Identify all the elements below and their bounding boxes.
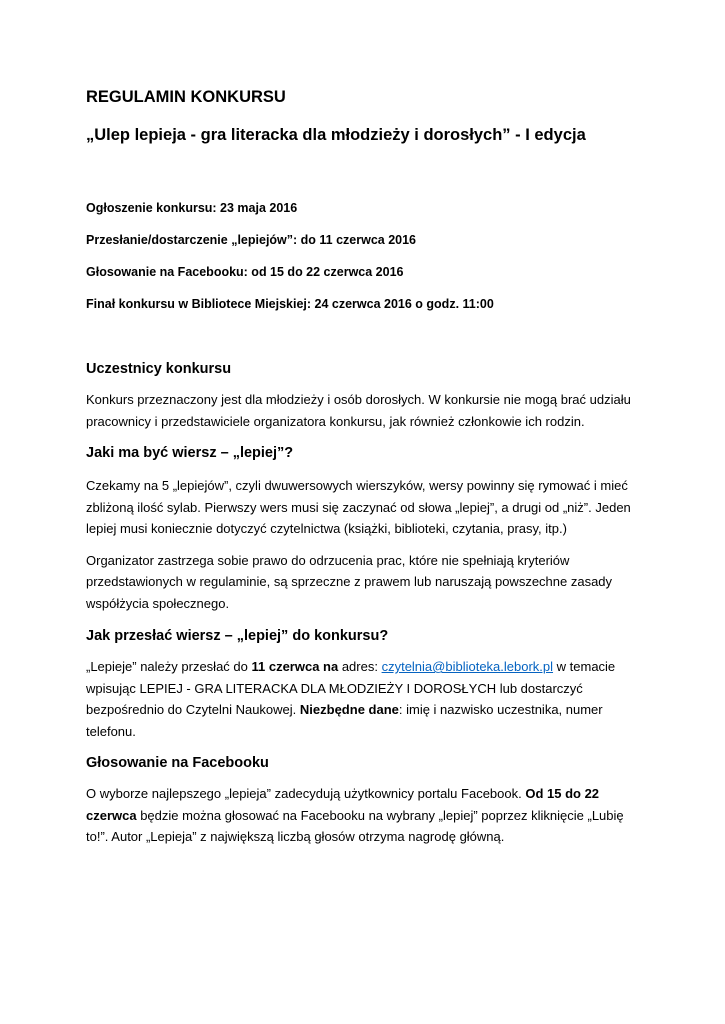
- key-dates: [86, 199, 646, 313]
- voting-text-part-1: O wyborze najlepszego „lepieja” zadecydują użytkownicy portalu Facebook.: [86, 786, 526, 801]
- document-content: [86, 86, 646, 848]
- date-voting: Głosowanie na Facebooku: od 15 do 22 czerwca 2016: [86, 265, 404, 279]
- participants-heading: Uczestnicy konkursu: [86, 361, 232, 377]
- date-final: Finał konkursu w Bibliotece Miejskiej: 24 czerwca 2016 o godz. 11:00: [86, 297, 494, 311]
- poem-text-1: Czekamy na 5 „lepiejów”, czyli dwuwersowych wierszyków, wersy powinny się rymować i mieć zbliżoną ilość sylab. Pierwszy wers musi się zaczynać od słowa „lepiej”, a drugi od „niż”. Jeden lepiej musi koniecznie dotyczyć czytelnictwa (książki, biblioteki, czytania, prasy, itp.): [86, 478, 631, 536]
- email-link[interactable]: czytelnia@biblioteka.lebork.pl: [381, 659, 554, 674]
- poem-heading: Jaki ma być wiersz – „lepiej”?: [86, 445, 294, 461]
- submit-text-part-1: „Lepieje” należy przesłać do: [86, 659, 252, 674]
- date-announcement: Ogłoszenie konkursu: 23 maja 2016: [86, 201, 298, 215]
- submit-text-part-4: : imię i nazwisko uczestnika, numer telefonu.: [86, 702, 603, 739]
- voting-text-part-2: będzie można głosować na Facebooku na wybrany „lepiej” poprzez kliknięcie „Lubię to!”. Autor „Lepieja” z największą liczbą głosów otrzyma nagrodę główną.: [86, 807, 624, 844]
- document-title: REGULAMIN KONKURSU: [86, 88, 286, 106]
- document-subtitle: „Ulep lepieja - gra literacka dla młodzieży i dorosłych” - I edycja: [86, 126, 586, 144]
- submit-text-part-3: w temacie wpisując LEPIEJ - GRA LITERACKA DLA MŁODZIEŻY I DOROSŁYCH lub dostarczyć bezpośrednio do Czytelni Naukowej.: [86, 659, 616, 717]
- voting-dates: Od 15 do 22 czerwca: [86, 786, 600, 823]
- submit-text-part-2: adres:: [338, 659, 382, 674]
- participants-text: Konkurs przeznaczony jest dla młodzieży i osób dorosłych. W konkursie nie mogą brać udziału pracownicy i przedstawiciele organizatora konkursu, jak również członkowie ich rodzin.: [86, 392, 631, 429]
- submit-text: [86, 656, 646, 742]
- required-data-label: Niezbędne dane: [299, 702, 399, 717]
- date-submission: Przesłanie/dostarczenie „lepiejów”: do 11 czerwca 2016: [86, 233, 417, 247]
- submit-heading: Jak przesłać wiersz – „lepiej” do konkursu?: [86, 628, 389, 644]
- voting-text: [86, 783, 646, 848]
- poem-text-2: Organizator zastrzega sobie prawo do odrzucenia prac, które nie spełniają kryteriów przedstawionych w regulaminie, są sprzeczne z prawem lub naruszają powszechne zasady współżycia społecznego.: [86, 552, 613, 611]
- voting-heading: Głosowanie na Facebooku: [86, 755, 269, 771]
- submit-deadline: 11 czerwca na: [251, 659, 339, 674]
